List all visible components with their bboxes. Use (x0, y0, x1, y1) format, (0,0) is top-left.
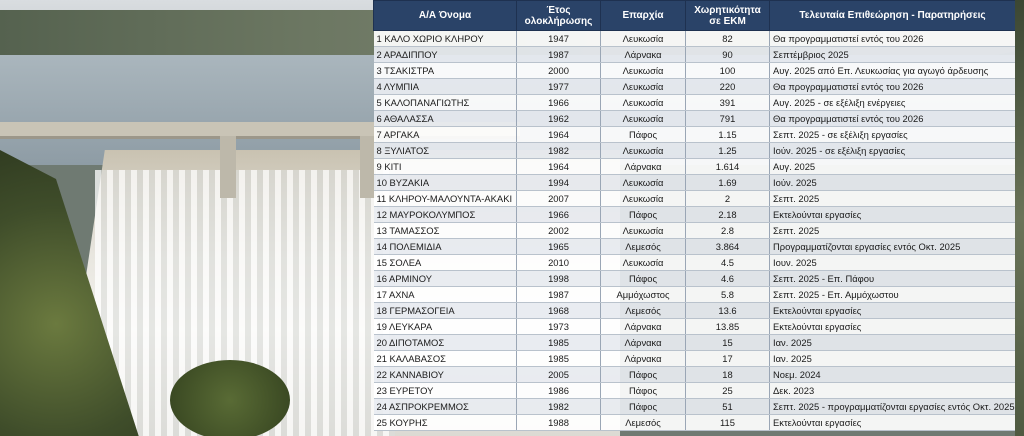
table-row (374, 175, 1016, 191)
dam-name-cell: 21 ΚΑΛΑΒΑΣΟΣ (374, 351, 517, 367)
inspection-cell: Δεκ. 2023 (770, 383, 1016, 399)
capacity-cell: 115 (686, 415, 770, 431)
table-row (374, 335, 1016, 351)
column-header-capacity: Χωρητικότητα σε ΕΚΜ (686, 1, 770, 31)
district-cell: Λάρνακα (601, 319, 686, 335)
year-cell: 1985 (517, 335, 601, 351)
year-cell: 1968 (517, 303, 601, 319)
district-cell: Λεμεσός (601, 239, 686, 255)
capacity-cell: 1.15 (686, 127, 770, 143)
year-cell: 1987 (517, 287, 601, 303)
district-cell: Λευκωσία (601, 143, 686, 159)
capacity-cell: 90 (686, 47, 770, 63)
dam-name-cell: 25 ΚΟΥΡΗΣ (374, 415, 517, 431)
capacity-cell: 13.6 (686, 303, 770, 319)
year-cell: 1998 (517, 271, 601, 287)
dam-name-cell: 9 ΚΙΤΙ (374, 159, 517, 175)
year-cell: 1964 (517, 127, 601, 143)
capacity-cell: 17 (686, 351, 770, 367)
capacity-cell: 5.8 (686, 287, 770, 303)
dam-name-cell: 13 ΤΑΜΑΣΣΟΣ (374, 223, 517, 239)
inspection-cell: Σεπτ. 2025 (770, 223, 1016, 239)
district-cell: Λευκωσία (601, 63, 686, 79)
dam-name-cell: 18 ΓΕΡΜΑΣΟΓΕΙΑ (374, 303, 517, 319)
dam-name-cell: 24 ΑΣΠΡΟΚΡΕΜΜΟΣ (374, 399, 517, 415)
inspection-cell: Ιαν. 2025 (770, 351, 1016, 367)
district-cell: Λευκωσία (601, 255, 686, 271)
inspection-cell: Ιαν. 2025 (770, 335, 1016, 351)
column-header-year: Έτος ολοκλήρωσης (517, 1, 601, 31)
table-row (374, 303, 1016, 319)
district-cell: Πάφος (601, 367, 686, 383)
capacity-cell: 2.8 (686, 223, 770, 239)
column-header-district: Επαρχία (601, 1, 686, 31)
dam-name-cell: 15 ΣΟΛΕΑ (374, 255, 517, 271)
capacity-cell: 13.85 (686, 319, 770, 335)
district-cell: Λευκωσία (601, 175, 686, 191)
bridge-pier (220, 136, 236, 198)
capacity-cell: 3.864 (686, 239, 770, 255)
inspection-cell: Θα προγραμματιστεί εντός του 2026 (770, 31, 1016, 47)
capacity-cell: 18 (686, 367, 770, 383)
table-row (374, 223, 1016, 239)
inspection-cell: Εκτελούνται εργασίες (770, 415, 1016, 431)
district-cell: Λευκωσία (601, 95, 686, 111)
inspection-cell: Αυγ. 2025 - σε εξέλιξη ενέργειες (770, 95, 1016, 111)
table-header-row (374, 1, 1016, 31)
table-row (374, 383, 1016, 399)
dam-name-cell: 20 ΔΙΠΟΤΑΜΟΣ (374, 335, 517, 351)
inspection-cell: Ιούν. 2025 (770, 175, 1016, 191)
table-row (374, 47, 1016, 63)
district-cell: Λευκωσία (601, 79, 686, 95)
year-cell: 1985 (517, 351, 601, 367)
district-cell: Πάφος (601, 383, 686, 399)
district-cell: Λεμεσός (601, 303, 686, 319)
district-cell: Πάφος (601, 127, 686, 143)
year-cell: 1987 (517, 47, 601, 63)
district-cell: Λάρνακα (601, 335, 686, 351)
inspection-cell: Ιούν. 2025 - σε εξέλιξη εργασίες (770, 143, 1016, 159)
table-row (374, 127, 1016, 143)
dam-name-cell: 7 ΑΡΓΑΚΑ (374, 127, 517, 143)
capacity-cell: 791 (686, 111, 770, 127)
district-cell: Λεμεσός (601, 415, 686, 431)
table-body (374, 31, 1016, 431)
inspection-cell: Εκτελούνται εργασίες (770, 319, 1016, 335)
dam-name-cell: 4 ΛΥΜΠΙΑ (374, 79, 517, 95)
capacity-cell: 82 (686, 31, 770, 47)
year-cell: 2010 (517, 255, 601, 271)
capacity-cell: 1.69 (686, 175, 770, 191)
year-cell: 1973 (517, 319, 601, 335)
year-cell: 1982 (517, 399, 601, 415)
year-cell: 1966 (517, 207, 601, 223)
dam-name-cell: 10 ΒΥΖΑΚΙΑ (374, 175, 517, 191)
dam-name-cell: 19 ΛΕΥΚΑΡΑ (374, 319, 517, 335)
table-row (374, 111, 1016, 127)
district-cell: Αμμόχωστος (601, 287, 686, 303)
capacity-cell: 2.18 (686, 207, 770, 223)
table-row (374, 159, 1016, 175)
capacity-cell: 25 (686, 383, 770, 399)
inspection-cell: Νοεμ. 2024 (770, 367, 1016, 383)
dam-name-cell: 3 ΤΣΑΚΙΣΤΡΑ (374, 63, 517, 79)
dam-name-cell: 11 ΚΛΗΡΟΥ-ΜΑΛΟΥΝΤΑ-ΑΚΑΚΙ (374, 191, 517, 207)
table-row (374, 351, 1016, 367)
capacity-cell: 2 (686, 191, 770, 207)
table-row (374, 63, 1016, 79)
dam-name-cell: 1 ΚΑΛΟ ΧΩΡΙΟ ΚΛΗΡΟΥ (374, 31, 517, 47)
year-cell: 1966 (517, 95, 601, 111)
district-cell: Πάφος (601, 271, 686, 287)
photo-edge (1015, 0, 1024, 436)
table-row (374, 415, 1016, 431)
year-cell: 1988 (517, 415, 601, 431)
inspection-cell: Θα προγραμματιστεί εντός του 2026 (770, 111, 1016, 127)
inspection-cell: Σεπτ. 2025 - προγραμματίζονται εργασίες εντός Οκτ. 2025 (770, 399, 1016, 415)
dam-name-cell: 17 ΑΧΝΑ (374, 287, 517, 303)
column-header-inspection: Τελευταία Επιθεώρηση - Παρατηρήσεις (770, 1, 1016, 31)
inspection-cell: Σεπτ. 2025 - Επ. Αμμόχωστου (770, 287, 1016, 303)
year-cell: 1962 (517, 111, 601, 127)
year-cell: 2002 (517, 223, 601, 239)
table-row (374, 287, 1016, 303)
dam-name-cell: 8 ΞΥΛΙΑΤΟΣ (374, 143, 517, 159)
year-cell: 1947 (517, 31, 601, 47)
table-row (374, 191, 1016, 207)
vegetation (170, 360, 290, 436)
table-row (374, 255, 1016, 271)
table-row (374, 239, 1016, 255)
dams-table-panel (373, 0, 1024, 436)
capacity-cell: 51 (686, 399, 770, 415)
dam-name-cell: 16 ΑΡΜΙΝΟΥ (374, 271, 517, 287)
inspection-cell: Σεπτ. 2025 - σε εξέλιξη εργασίες (770, 127, 1016, 143)
table-row (374, 79, 1016, 95)
table-row (374, 95, 1016, 111)
table-row (374, 143, 1016, 159)
district-cell: Λευκωσία (601, 223, 686, 239)
year-cell: 1982 (517, 143, 601, 159)
table-row (374, 31, 1016, 47)
capacity-cell: 1.614 (686, 159, 770, 175)
district-cell: Λευκωσία (601, 111, 686, 127)
dam-name-cell: 5 ΚΑΛΟΠΑΝΑΓΙΩΤΗΣ (374, 95, 517, 111)
year-cell: 2005 (517, 367, 601, 383)
district-cell: Λευκωσία (601, 191, 686, 207)
table-row (374, 271, 1016, 287)
capacity-cell: 15 (686, 335, 770, 351)
district-cell: Λάρνακα (601, 47, 686, 63)
district-cell: Λάρνακα (601, 351, 686, 367)
inspection-cell: Σεπτέμβριος 2025 (770, 47, 1016, 63)
inspection-cell: Εκτελούνται εργασίες (770, 207, 1016, 223)
capacity-cell: 100 (686, 63, 770, 79)
inspection-cell: Προγραμματίζονται εργασίες εντός Οκτ. 2025 (770, 239, 1016, 255)
dam-name-cell: 22 ΚΑΝΝΑΒΙΟΥ (374, 367, 517, 383)
inspection-cell: Αυγ. 2025 από Επ. Λευκωσίας για αγωγό άρδευσης (770, 63, 1016, 79)
table-row (374, 319, 1016, 335)
dam-name-cell: 23 ΕΥΡΕΤΟΥ (374, 383, 517, 399)
year-cell: 1965 (517, 239, 601, 255)
year-cell: 1964 (517, 159, 601, 175)
table-row (374, 367, 1016, 383)
capacity-cell: 220 (686, 79, 770, 95)
column-header-name: Α/Α Όνομα (374, 1, 517, 31)
table-row (374, 399, 1016, 415)
dam-name-cell: 6 ΑΘΑΛΑΣΣΑ (374, 111, 517, 127)
inspection-cell: Εκτελούνται εργασίες (770, 303, 1016, 319)
capacity-cell: 4.6 (686, 271, 770, 287)
inspection-cell: Θα προγραμματιστεί εντός του 2026 (770, 79, 1016, 95)
inspection-cell: Σεπτ. 2025 (770, 191, 1016, 207)
dam-name-cell: 2 ΑΡΑΔΙΠΠΟΥ (374, 47, 517, 63)
year-cell: 2007 (517, 191, 601, 207)
district-cell: Λάρνακα (601, 159, 686, 175)
year-cell: 2000 (517, 63, 601, 79)
district-cell: Πάφος (601, 399, 686, 415)
district-cell: Πάφος (601, 207, 686, 223)
table-row (374, 207, 1016, 223)
dam-name-cell: 12 ΜΑΥΡΟΚΟΛΥΜΠΟΣ (374, 207, 517, 223)
capacity-cell: 391 (686, 95, 770, 111)
inspection-cell: Σεπτ. 2025 - Επ. Πάφου (770, 271, 1016, 287)
year-cell: 1986 (517, 383, 601, 399)
inspection-cell: Ιουν. 2025 (770, 255, 1016, 271)
district-cell: Λευκωσία (601, 31, 686, 47)
year-cell: 1994 (517, 175, 601, 191)
dam-name-cell: 14 ΠΟΛΕΜΙΔΙΑ (374, 239, 517, 255)
capacity-cell: 4.5 (686, 255, 770, 271)
capacity-cell: 1.25 (686, 143, 770, 159)
inspection-cell: Αυγ. 2025 (770, 159, 1016, 175)
year-cell: 1977 (517, 79, 601, 95)
dams-table (373, 0, 1016, 431)
